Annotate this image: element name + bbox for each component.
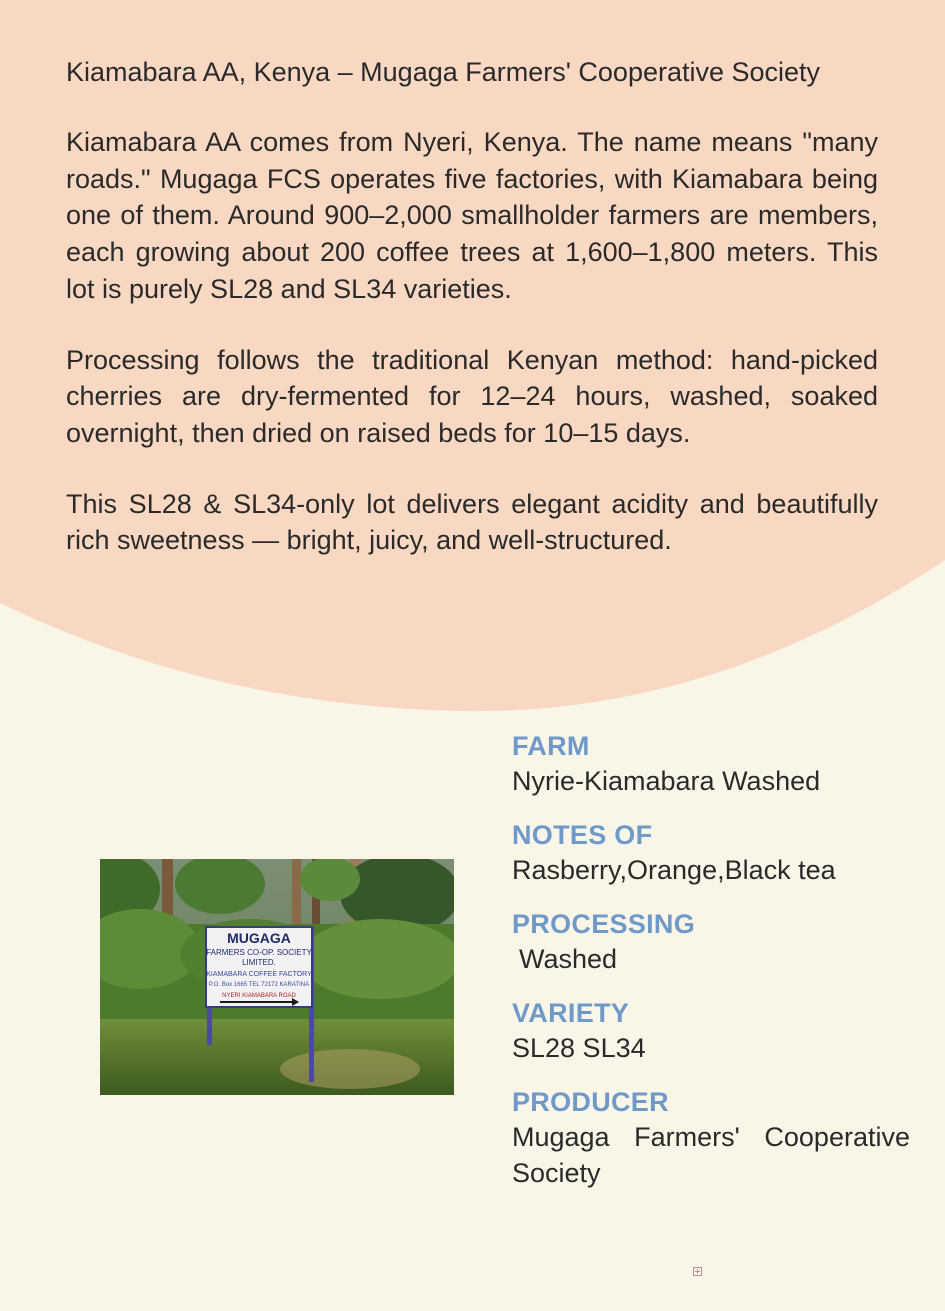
sign-text-line5: P.O. Box 1665 TEL 72172 KARATINA	[208, 982, 310, 988]
spec-notes	[512, 818, 912, 888]
spec-label-farm: FARM	[512, 731, 590, 761]
sign-text-line2: FARMERS CO-OP. SOCIETY	[206, 948, 312, 957]
spec-label-producer: PRODUCER	[512, 1087, 669, 1117]
intro-section	[66, 52, 878, 593]
intro-paragraph-origin: Kiamabara AA comes from Nyeri, Kenya. The name means "many roads." Mugaga FCS operates five factories, with Kiamabara being one of them. Around 900–2,000 smallholder farmers are members, each growing about 200 coffee trees at 1,600–1,800 meters. This lot is purely SL28 and SL34 varieties.	[66, 127, 878, 304]
intro-paragraph-processing: Processing follows the traditional Kenyan method: hand-picked cherries are dry-fermented for 12–24 hours, washed, soaked overnight, then dried on raised beds for 10–15 days.	[66, 344, 878, 448]
sign-text-line1: MUGAGA	[227, 930, 291, 946]
sign-text-line4: KIAMABARA COFFEE FACTORY	[206, 971, 312, 978]
spec-variety	[512, 996, 912, 1066]
intro-paragraph-flavor: This SL28 & SL34-only lot delivers elegant acidity and beautifully rich sweetness — bright, juicy, and well-structured.	[66, 488, 878, 556]
coffee-specs	[512, 729, 912, 1210]
spec-value-notes: Rasberry,Orange,Black tea	[512, 855, 836, 885]
page-title: Kiamabara AA, Kenya – Mugaga Farmers' Cooperative Society	[66, 57, 821, 87]
spec-value-variety: SL28 SL34	[512, 1033, 646, 1063]
spec-label-processing: PROCESSING	[512, 909, 696, 939]
spec-producer	[512, 1085, 912, 1191]
sign-text-line3: LIMITED.	[242, 958, 276, 967]
spec-processing	[512, 907, 912, 977]
spec-value-farm: Nyrie-Kiamabara Washed	[512, 766, 821, 796]
spec-farm	[512, 729, 912, 799]
spec-value-processing: Washed	[519, 944, 618, 974]
sign-text-line6: NYERI KIAMABARA ROAD	[222, 993, 296, 999]
spec-value-producer: Mugaga Farmers' Cooperative Society	[512, 1122, 910, 1188]
plus-box-icon	[693, 1267, 702, 1276]
spec-label-notes: NOTES OF	[512, 820, 653, 850]
factory-sign-photo	[100, 859, 454, 1095]
spec-label-variety: VARIETY	[512, 998, 630, 1028]
